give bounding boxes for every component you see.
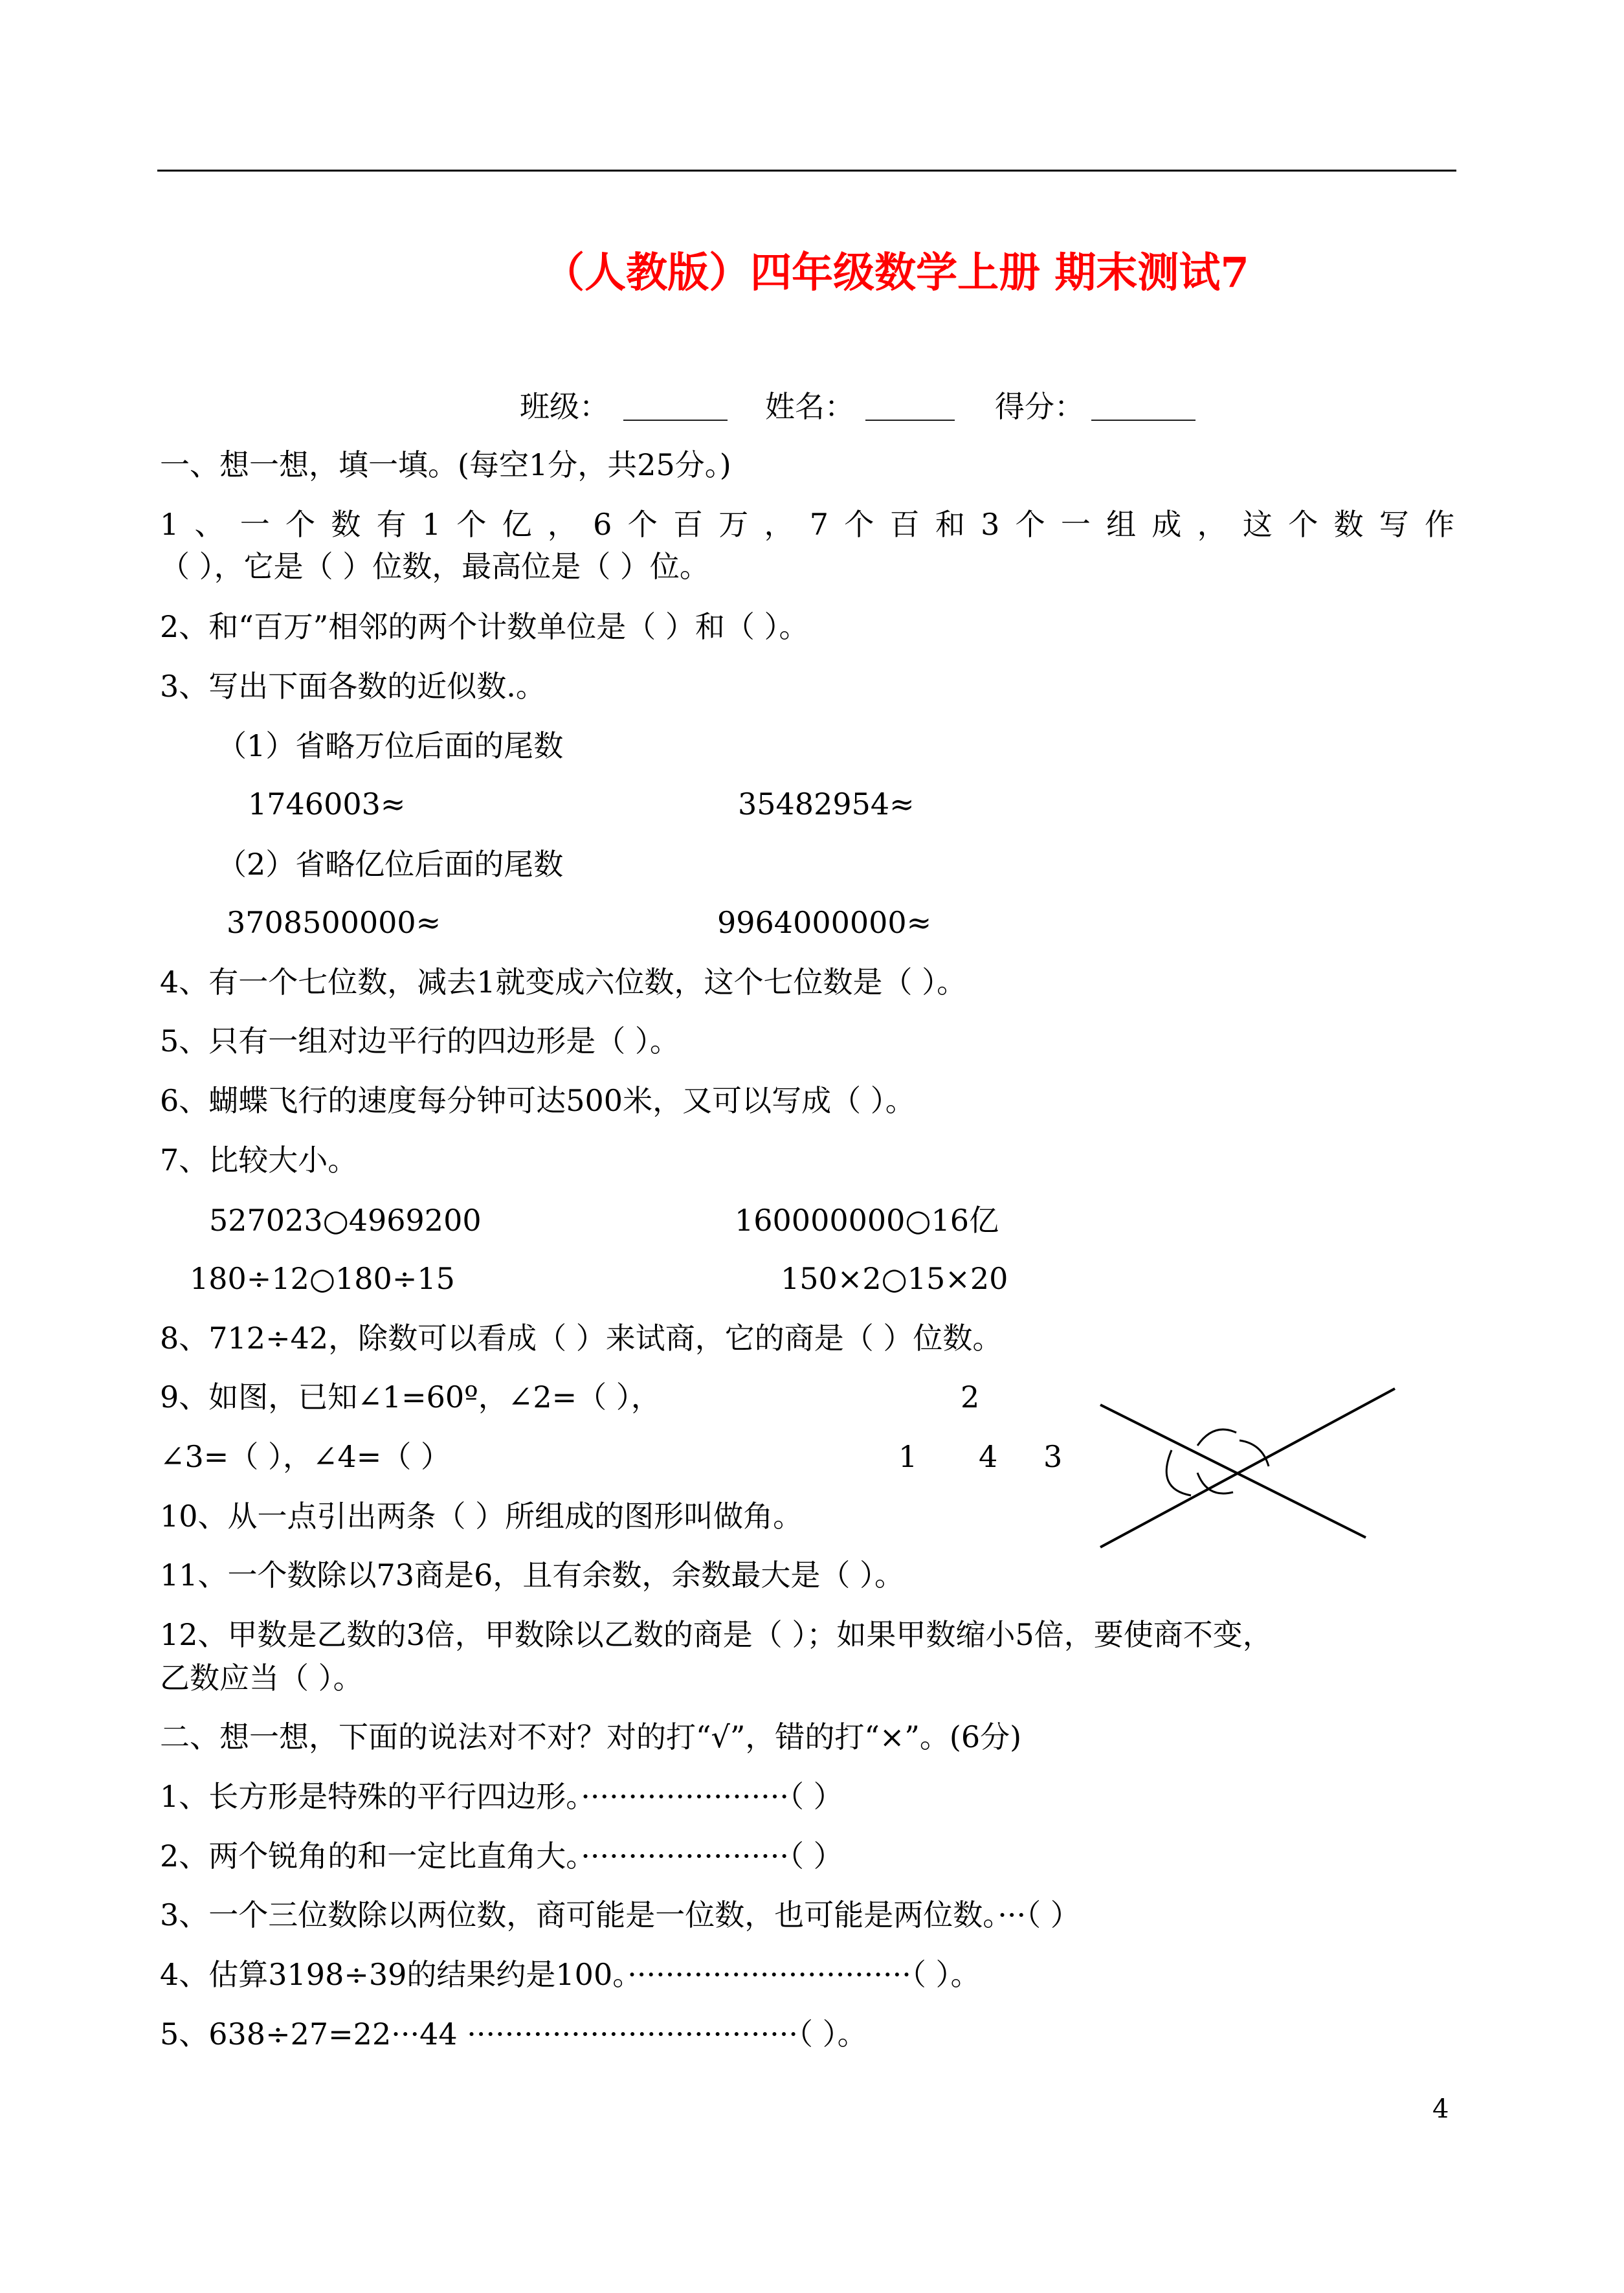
question-4: 4、有一个七位数，减去1就变成六位数，这个七位数是（ ）。 bbox=[160, 965, 967, 1000]
question-7: 7、比较大小。 bbox=[160, 1143, 358, 1178]
question-2: 2、和“百万”相邻的两个计数单位是（ ）和（ ）。 bbox=[160, 609, 809, 644]
class-blank[interactable]: _______ bbox=[623, 386, 728, 421]
question-3-sub2-b: 9964000000≈ bbox=[717, 905, 932, 940]
question-1-line1: 1、一个数有1个亿，6个百万，7个百和3个一组成，这个数写作 bbox=[160, 507, 1454, 542]
angle-label-1: 1 bbox=[898, 1439, 918, 1474]
class-label: 班级： bbox=[520, 389, 609, 424]
question-10: 10、从一点引出两条（ ）所组成的图形叫做角。 bbox=[160, 1499, 803, 1534]
judgement-item: 2、两个锐角的和一定比直角大。······················（ ） bbox=[160, 1839, 843, 1874]
question-3: 3、写出下面各数的近似数.。 bbox=[160, 669, 546, 704]
question-12-line1: 12、甲数是乙数的3倍，甲数除以乙数的商是（ ）；如果甲数缩小5倍，要使商不变， bbox=[160, 1617, 1273, 1652]
question-3-sub1-a: 1746003≈ bbox=[248, 787, 406, 822]
angle-label-4: 4 bbox=[979, 1439, 998, 1474]
angle-label-2: 2 bbox=[961, 1380, 980, 1415]
name-label: 姓名： bbox=[765, 389, 854, 424]
question-7-b: 160000000○16亿 bbox=[735, 1203, 999, 1238]
question-6: 6、蝴蝶飞行的速度每分钟可达500米，又可以写成（ ）。 bbox=[160, 1083, 915, 1118]
question-12-line2: 乙数应当（ ）。 bbox=[160, 1661, 363, 1695]
section1-heading: 一、想一想，填一填。(每空1分，共25分。) bbox=[160, 447, 731, 482]
line-b bbox=[1100, 1389, 1395, 1547]
question-11: 11、一个数除以73商是6，且有余数，余数最大是（ ）。 bbox=[160, 1558, 904, 1593]
angle-arc-1 bbox=[1166, 1450, 1191, 1495]
name-blank[interactable]: ______ bbox=[865, 386, 955, 421]
score-blank[interactable]: _______ bbox=[1091, 386, 1196, 421]
exam-title: （人教版）四年级数学上册 期末测试7 bbox=[543, 249, 1249, 297]
angle-arc-3 bbox=[1240, 1440, 1269, 1466]
question-7-d: 150×2○15×20 bbox=[781, 1261, 1008, 1296]
question-7-c: 180÷12○180÷15 bbox=[190, 1261, 455, 1296]
score-label: 得分： bbox=[995, 389, 1084, 424]
question-3-sub2: （2）省略亿位后面的尾数 bbox=[217, 847, 564, 882]
intersecting-lines-figure bbox=[1094, 1376, 1405, 1563]
judgement-item: 3、一个三位数除以两位数，商可能是一位数，也可能是两位数。···（ ） bbox=[160, 1897, 1080, 1932]
question-8: 8、712÷42，除数可以看成（ ）来试商，它的商是（ ）位数。 bbox=[160, 1321, 1003, 1356]
question-5: 5、只有一组对边平行的四边形是（ ）。 bbox=[160, 1023, 680, 1058]
question-1-line2: （ ），它是（ ）位数，最高位是（ ）位。 bbox=[160, 549, 709, 584]
angle-arc-2 bbox=[1197, 1429, 1236, 1446]
judgement-item: 5、638÷27=22···44 ···································（ ）。 bbox=[160, 2017, 867, 2052]
section2-heading: 二、想一想，下面的说法对不对？对的打“√”，错的打“×”。(6分) bbox=[160, 1719, 1022, 1754]
angle-arc-4 bbox=[1197, 1473, 1233, 1493]
angle-label-3: 3 bbox=[1043, 1439, 1063, 1474]
judgement-item: 1、长方形是特殊的平行四边形。······················（ ） bbox=[160, 1779, 843, 1814]
question-3-sub1-b: 35482954≈ bbox=[738, 787, 915, 822]
question-3-sub2-a: 3708500000≈ bbox=[227, 905, 441, 940]
question-9-line2: ∠3=（ ），∠4=（ ） bbox=[160, 1439, 450, 1474]
judgement-item: 4、估算3198÷39的结果约是100。······························（ ）。 bbox=[160, 1957, 981, 1992]
question-3-sub1: （1）省略万位后面的尾数 bbox=[217, 728, 564, 763]
question-7-a: 527023○4969200 bbox=[209, 1203, 482, 1238]
question-9-line1: 9、如图，已知∠1=60º，∠2=（ ）， bbox=[160, 1380, 661, 1415]
top-rule bbox=[157, 170, 1456, 172]
page-number: 4 bbox=[1432, 2094, 1449, 2124]
